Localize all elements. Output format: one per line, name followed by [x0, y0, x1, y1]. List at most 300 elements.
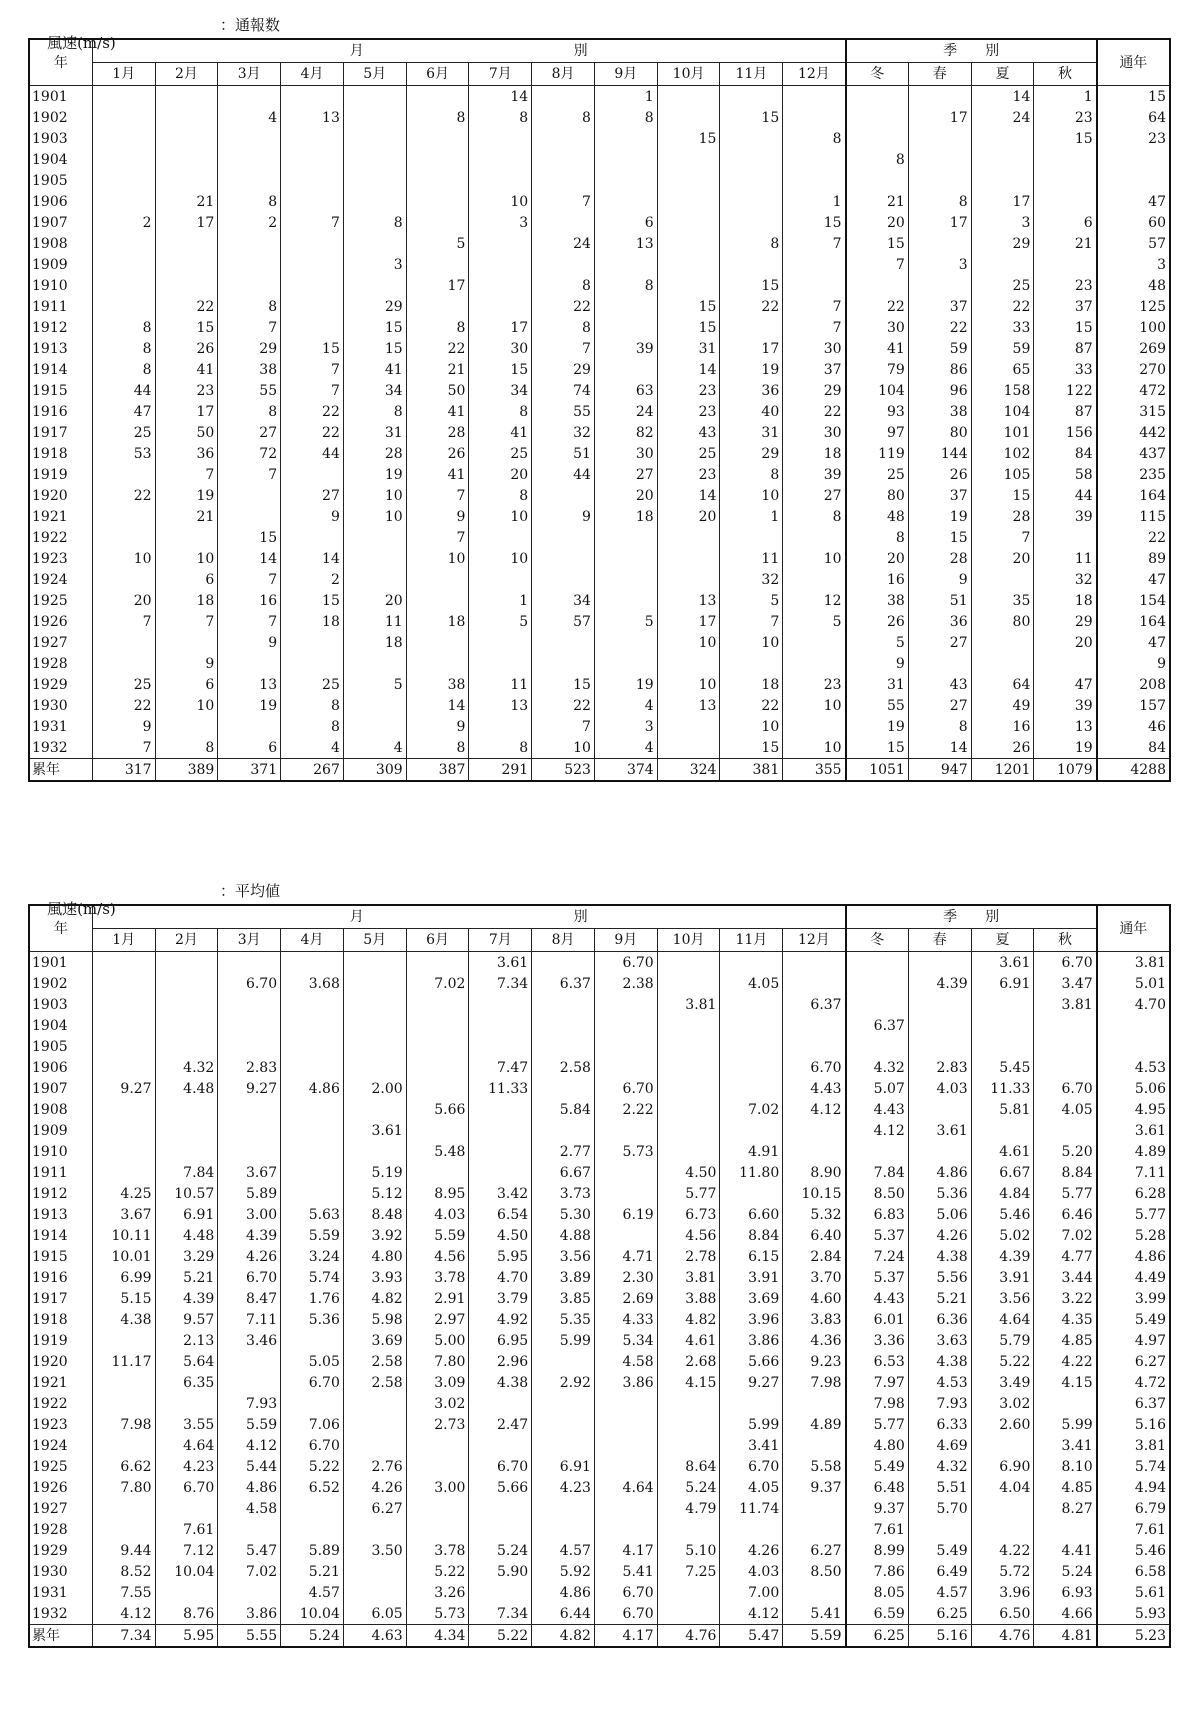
value-cell [657, 254, 720, 275]
value-cell [657, 1036, 720, 1057]
value-cell: 39 [1034, 695, 1097, 716]
value-cell [657, 653, 720, 674]
value-cell [846, 952, 909, 974]
value-cell: 3.81 [657, 1267, 720, 1288]
table-row [29, 1141, 1170, 1162]
value-cell [469, 653, 532, 674]
value-cell: 4.85 [1034, 1330, 1097, 1351]
value-cell: 9.27 [218, 1078, 281, 1099]
value-cell: 315 [1097, 401, 1170, 422]
value-cell: 4.64 [971, 1309, 1034, 1330]
value-cell [532, 952, 595, 974]
value-cell: 6.37 [846, 1015, 909, 1036]
value-cell [594, 1393, 657, 1414]
value-cell: 5.55 [218, 1625, 281, 1648]
value-cell: 104 [971, 401, 1034, 422]
value-cell: 8 [532, 317, 595, 338]
value-cell [218, 994, 281, 1015]
value-cell: 8 [783, 128, 846, 149]
value-cell: 7.61 [1097, 1519, 1170, 1540]
value-cell: 6.73 [657, 1204, 720, 1225]
value-cell: 15 [532, 674, 595, 695]
value-cell [657, 1414, 720, 1435]
value-cell [406, 1456, 469, 1477]
value-cell: 8 [532, 275, 595, 296]
value-cell [343, 233, 406, 254]
value-cell [343, 86, 406, 108]
value-cell: 15 [720, 737, 783, 759]
value-cell [908, 994, 971, 1015]
value-cell: 5.47 [218, 1540, 281, 1561]
value-cell [343, 149, 406, 170]
value-cell [594, 317, 657, 338]
value-cell: 3.81 [1097, 1435, 1170, 1456]
year-cell: 1918 [29, 1309, 92, 1330]
value-cell [406, 149, 469, 170]
table-row [29, 1225, 1170, 1246]
value-cell: 65 [971, 359, 1034, 380]
value-cell [155, 1015, 218, 1036]
year-cell: 1921 [29, 1372, 92, 1393]
value-cell: 4.43 [846, 1099, 909, 1120]
value-cell: 18 [720, 674, 783, 695]
value-cell: 6.70 [281, 1372, 344, 1393]
table-row [29, 611, 1170, 632]
year-cell: 1917 [29, 1288, 92, 1309]
value-cell [594, 569, 657, 590]
value-cell [908, 1015, 971, 1036]
value-cell [281, 1057, 344, 1078]
value-cell [720, 191, 783, 212]
value-cell: 6.27 [343, 1498, 406, 1519]
value-cell: 6.54 [469, 1204, 532, 1225]
value-cell [92, 86, 155, 108]
value-cell: 7 [406, 485, 469, 506]
value-cell: 3.91 [971, 1267, 1034, 1288]
value-cell: 4.69 [908, 1435, 971, 1456]
value-cell: 6.44 [532, 1603, 595, 1625]
value-cell: 5 [343, 674, 406, 695]
value-cell [469, 1435, 532, 1456]
value-cell: 4.50 [469, 1225, 532, 1246]
table-row [29, 695, 1170, 716]
value-cell [657, 548, 720, 569]
value-cell [657, 569, 720, 590]
table-row [29, 1372, 1170, 1393]
month-header: 8月 [532, 63, 595, 86]
value-cell: 7 [783, 233, 846, 254]
value-cell: 3.92 [343, 1225, 406, 1246]
value-cell: 10 [532, 737, 595, 759]
value-cell [532, 548, 595, 569]
value-cell: 2.22 [594, 1099, 657, 1120]
value-cell [92, 107, 155, 128]
year-cell: 1920 [29, 485, 92, 506]
value-cell [1034, 1015, 1097, 1036]
table-row [29, 632, 1170, 653]
value-cell: 1079 [1034, 759, 1097, 782]
value-cell: 374 [594, 759, 657, 782]
value-cell [720, 149, 783, 170]
value-cell [281, 1519, 344, 1540]
value-cell: 5.92 [532, 1561, 595, 1582]
year-cell: 1932 [29, 1603, 92, 1625]
value-cell: 5.21 [281, 1561, 344, 1582]
value-cell: 101 [971, 422, 1034, 443]
year-cell: 1903 [29, 994, 92, 1015]
value-cell [783, 569, 846, 590]
year-cell: 1902 [29, 973, 92, 994]
value-cell: 8.64 [657, 1456, 720, 1477]
value-cell: 4.76 [971, 1625, 1034, 1648]
season-header: 春 [908, 929, 971, 952]
value-cell [594, 1057, 657, 1078]
value-cell [469, 1393, 532, 1414]
value-cell: 2.91 [406, 1288, 469, 1309]
value-cell [720, 317, 783, 338]
value-cell: 3.93 [343, 1267, 406, 1288]
value-cell: 89 [1097, 548, 1170, 569]
value-cell: 11 [343, 611, 406, 632]
value-cell [908, 275, 971, 296]
value-cell: 2 [92, 212, 155, 233]
value-cell: 6.67 [971, 1162, 1034, 1183]
year-cell: 1913 [29, 338, 92, 359]
value-cell [218, 653, 281, 674]
table-row [29, 422, 1170, 443]
value-cell: 3.89 [532, 1267, 595, 1288]
header-row [29, 63, 1170, 86]
value-cell: 6 [218, 737, 281, 759]
value-cell: 8.52 [92, 1561, 155, 1582]
table-row [29, 548, 1170, 569]
value-cell: 7 [783, 296, 846, 317]
value-cell: 5.06 [1097, 1078, 1170, 1099]
value-cell: 3.69 [720, 1288, 783, 1309]
value-cell [532, 569, 595, 590]
value-cell [532, 653, 595, 674]
value-cell: 3.68 [281, 973, 344, 994]
value-cell [783, 1015, 846, 1036]
year-cell: 1924 [29, 569, 92, 590]
value-cell: 7 [971, 527, 1034, 548]
value-cell: 4.39 [908, 973, 971, 994]
value-cell: 5.93 [1097, 1603, 1170, 1625]
value-cell: 5.24 [469, 1540, 532, 1561]
value-cell: 23 [657, 380, 720, 401]
value-cell: 29 [532, 359, 595, 380]
value-cell [281, 86, 344, 108]
value-cell: 5.10 [657, 1540, 720, 1561]
value-cell: 10 [657, 632, 720, 653]
year-cell: 1905 [29, 170, 92, 191]
table-row [29, 1162, 1170, 1183]
value-cell [281, 317, 344, 338]
value-cell [155, 1099, 218, 1120]
value-cell: 4.39 [971, 1246, 1034, 1267]
value-cell: 23 [657, 401, 720, 422]
season-header: 秋 [1034, 929, 1097, 952]
value-cell [469, 1015, 532, 1036]
value-cell: 80 [846, 485, 909, 506]
value-cell: 3.55 [155, 1414, 218, 1435]
value-cell [657, 737, 720, 759]
value-cell: 5.20 [1034, 1141, 1097, 1162]
year-cell: 1901 [29, 952, 92, 974]
value-cell: 2.83 [218, 1057, 281, 1078]
value-cell: 2.69 [594, 1288, 657, 1309]
value-cell: 5 [783, 611, 846, 632]
value-cell [657, 527, 720, 548]
value-cell: 3.44 [1034, 1267, 1097, 1288]
value-cell: 6 [594, 212, 657, 233]
value-cell [406, 170, 469, 191]
value-cell: 32 [720, 569, 783, 590]
value-cell: 41 [406, 401, 469, 422]
year-cell: 1932 [29, 737, 92, 759]
value-cell: 10 [469, 506, 532, 527]
value-cell [783, 1582, 846, 1603]
value-cell: 8 [720, 233, 783, 254]
value-cell [908, 149, 971, 170]
value-cell [720, 994, 783, 1015]
value-cell: 5.06 [908, 1204, 971, 1225]
value-cell: 11.74 [720, 1498, 783, 1519]
table-header [29, 905, 1170, 952]
value-cell [846, 973, 909, 994]
value-cell: 15 [1097, 86, 1170, 108]
value-cell: 1 [469, 590, 532, 611]
value-cell: 7.86 [846, 1561, 909, 1582]
value-cell [1097, 1036, 1170, 1057]
value-cell: 22 [532, 296, 595, 317]
value-cell: 5.24 [657, 1477, 720, 1498]
month-header: 6月 [406, 929, 469, 952]
value-cell: 4.39 [218, 1225, 281, 1246]
value-cell: 72 [218, 443, 281, 464]
value-cell: 5.77 [657, 1183, 720, 1204]
value-cell: 5.61 [1097, 1582, 1170, 1603]
value-cell: 18 [343, 632, 406, 653]
value-cell [469, 1099, 532, 1120]
value-cell [218, 485, 281, 506]
value-cell: 5.00 [406, 1330, 469, 1351]
value-cell: 5.81 [971, 1099, 1034, 1120]
value-cell: 3.86 [720, 1330, 783, 1351]
value-cell [720, 653, 783, 674]
value-cell: 6.28 [1097, 1183, 1170, 1204]
value-cell [92, 1498, 155, 1519]
month-header: 10月 [657, 929, 720, 952]
value-cell: 47 [1097, 632, 1170, 653]
value-cell [594, 170, 657, 191]
value-cell [783, 107, 846, 128]
value-cell: 13 [594, 233, 657, 254]
value-cell: 8.50 [846, 1183, 909, 1204]
value-cell: 4.85 [1034, 1477, 1097, 1498]
value-cell: 5.34 [594, 1330, 657, 1351]
value-cell: 6.50 [971, 1603, 1034, 1625]
value-cell: 14 [218, 548, 281, 569]
value-cell [155, 1393, 218, 1414]
value-cell [720, 527, 783, 548]
value-cell [532, 1036, 595, 1057]
header-row [29, 39, 1170, 63]
value-cell: 8 [406, 737, 469, 759]
value-cell: 7.02 [1034, 1225, 1097, 1246]
value-cell: 5.21 [155, 1267, 218, 1288]
value-cell [281, 233, 344, 254]
value-cell: 5.77 [1097, 1204, 1170, 1225]
value-cell: 7.93 [908, 1393, 971, 1414]
value-cell [406, 1057, 469, 1078]
value-cell: 31 [720, 422, 783, 443]
value-cell [406, 1519, 469, 1540]
value-cell [406, 1078, 469, 1099]
value-cell [594, 1162, 657, 1183]
value-cell: 5.99 [1034, 1414, 1097, 1435]
value-cell: 4.34 [406, 1625, 469, 1648]
value-cell: 4.92 [469, 1309, 532, 1330]
value-cell: 2.47 [469, 1414, 532, 1435]
value-cell: 15 [218, 527, 281, 548]
value-cell: 5 [720, 590, 783, 611]
value-cell: 20 [657, 506, 720, 527]
value-cell: 82 [594, 422, 657, 443]
value-cell [1097, 149, 1170, 170]
value-cell [657, 1393, 720, 1414]
value-cell: 5.01 [1097, 973, 1170, 994]
value-cell [343, 569, 406, 590]
value-cell: 4.61 [971, 1141, 1034, 1162]
value-cell [343, 1393, 406, 1414]
value-cell [218, 275, 281, 296]
value-cell: 26 [908, 464, 971, 485]
value-cell: 105 [971, 464, 1034, 485]
value-cell: 3.50 [343, 1540, 406, 1561]
value-cell: 7 [218, 464, 281, 485]
value-cell: 5.59 [406, 1225, 469, 1246]
season-header: 夏 [971, 63, 1034, 86]
value-cell: 19 [720, 359, 783, 380]
year-cell: 累年 [29, 759, 92, 782]
value-cell: 5.59 [281, 1225, 344, 1246]
value-cell: 15 [846, 737, 909, 759]
value-cell: 5.89 [281, 1540, 344, 1561]
value-cell [971, 1519, 1034, 1540]
value-cell [783, 1120, 846, 1141]
month-header: 3月 [218, 63, 281, 86]
table-row [29, 170, 1170, 191]
value-cell: 18 [155, 590, 218, 611]
value-cell: 6.01 [846, 1309, 909, 1330]
value-cell: 1 [783, 191, 846, 212]
month-header: 6月 [406, 63, 469, 86]
value-cell: 28 [343, 443, 406, 464]
value-cell [532, 485, 595, 506]
value-cell [783, 527, 846, 548]
value-cell: 17 [406, 275, 469, 296]
year-cell: 1916 [29, 1267, 92, 1288]
value-cell: 6.19 [594, 1204, 657, 1225]
value-cell: 24 [532, 233, 595, 254]
value-cell [783, 254, 846, 275]
value-cell: 309 [343, 759, 406, 782]
value-cell: 25 [92, 674, 155, 695]
value-cell [218, 716, 281, 737]
value-cell: 22 [155, 296, 218, 317]
value-cell: 5.32 [783, 1204, 846, 1225]
value-cell: 55 [532, 401, 595, 422]
value-cell: 8 [92, 338, 155, 359]
value-cell [783, 1519, 846, 1540]
year-cell: 1925 [29, 1456, 92, 1477]
value-cell [846, 994, 909, 1015]
year-cell: 1930 [29, 695, 92, 716]
value-cell: 9.44 [92, 1540, 155, 1561]
value-cell [469, 1582, 532, 1603]
value-cell: 3.22 [1034, 1288, 1097, 1309]
value-cell: 27 [594, 464, 657, 485]
value-cell: 208 [1097, 674, 1170, 695]
value-cell: 24 [594, 401, 657, 422]
value-cell: 2.76 [343, 1456, 406, 1477]
value-cell [406, 128, 469, 149]
table-row [29, 716, 1170, 737]
value-cell [657, 1141, 720, 1162]
value-cell [971, 632, 1034, 653]
value-cell: 5.77 [846, 1414, 909, 1435]
value-cell [720, 1015, 783, 1036]
value-cell [469, 149, 532, 170]
value-cell: 3.61 [1097, 1120, 1170, 1141]
value-cell [92, 527, 155, 548]
value-cell: 523 [532, 759, 595, 782]
value-cell: 4.32 [155, 1057, 218, 1078]
value-cell [971, 128, 1034, 149]
value-cell: 5.15 [92, 1288, 155, 1309]
value-cell: 8 [218, 191, 281, 212]
value-cell: 10.01 [92, 1246, 155, 1267]
value-cell: 22 [971, 296, 1034, 317]
value-cell: 7 [532, 338, 595, 359]
value-cell [155, 254, 218, 275]
season-header: 冬 [846, 63, 909, 86]
value-cell: 119 [846, 443, 909, 464]
value-cell: 14 [281, 548, 344, 569]
value-cell: 23 [155, 380, 218, 401]
value-cell: 4.49 [1097, 1267, 1170, 1288]
value-cell: 8 [908, 716, 971, 737]
season-group-header: 季 別 [846, 39, 1097, 63]
value-cell: 8.48 [343, 1204, 406, 1225]
value-cell [92, 296, 155, 317]
table-row [29, 1015, 1170, 1036]
value-cell: 4.82 [657, 1309, 720, 1330]
value-cell: 43 [657, 422, 720, 443]
value-cell: 5.44 [218, 1456, 281, 1477]
value-cell: 6.49 [908, 1561, 971, 1582]
value-cell: 6.90 [971, 1456, 1034, 1477]
value-cell: 4.26 [343, 1477, 406, 1498]
value-cell: 10 [783, 548, 846, 569]
caption-label: 風速(m/s) [47, 34, 116, 52]
table-row [29, 1183, 1170, 1204]
value-cell: 5.36 [281, 1309, 344, 1330]
value-cell [469, 569, 532, 590]
value-cell: 25 [971, 275, 1034, 296]
value-cell [155, 1498, 218, 1519]
